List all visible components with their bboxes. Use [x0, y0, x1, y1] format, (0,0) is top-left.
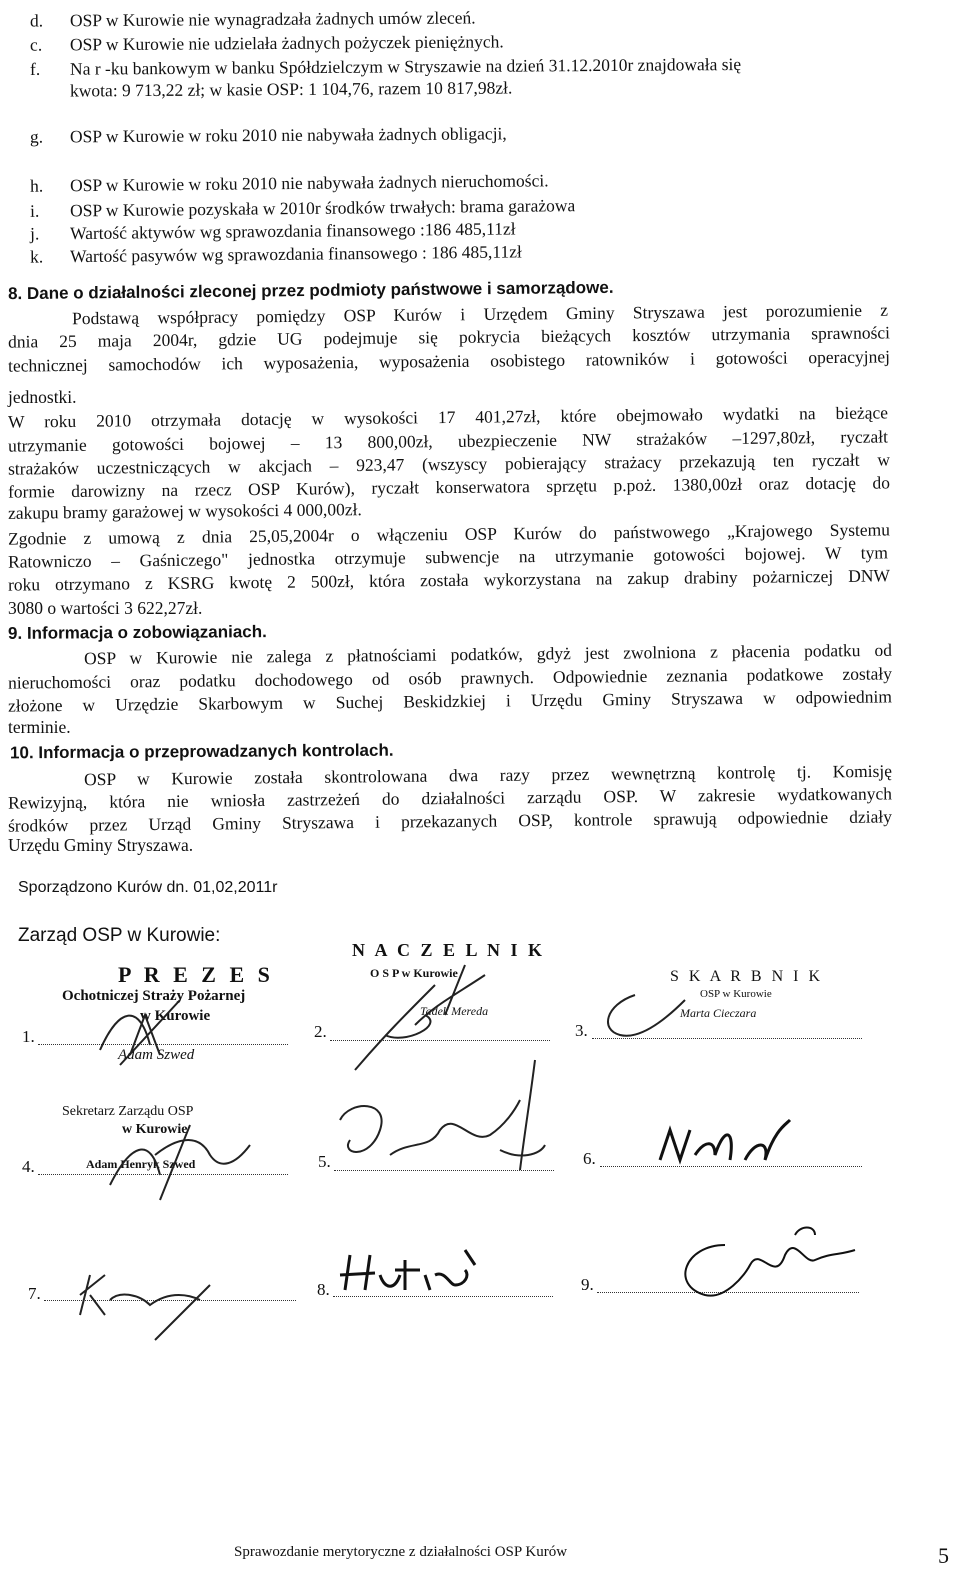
item-text: OSP w Kurowie w roku 2010 nie nabywała żadnych obligacji,: [69, 123, 507, 147]
section-9-line: OSP w Kurowie nie zalega z płatnościami podatków, gdyż jest zwolniona z płacenia podatku od: [83, 639, 893, 669]
section-8-line: utrzymanie gotowości bojowej – 13 800,00zł, ubezpieczenie NW strażaków –1297,80zł, ryczałt: [7, 426, 889, 456]
section-9-heading: 9. Informacja o zobowiązaniach.: [7, 622, 267, 643]
item-d: [30, 6, 476, 31]
item-text: Na r -ku bankowym w banku Spółdzielczym w Stryszawie na dzień 31.12.2010r znajdowała się: [69, 54, 742, 79]
signature-number-8: 8.: [317, 1280, 330, 1299]
item-label: k.: [29, 246, 44, 267]
item-label: h.: [29, 175, 44, 196]
stamp-skarbnik-name: Marta Cieczara: [680, 1006, 757, 1020]
stamp-sekretarz-title: Sekretarz Zarządu OSP: [62, 1104, 194, 1119]
signature-5-icon: [330, 1060, 560, 1185]
item-text: OSP w Kurowie nie wynagradzała żadnych umów zleceń.: [69, 7, 476, 31]
item-label: d.: [29, 10, 44, 31]
section-8-line: strażaków uczestniczących w akcjach – 923,47 (wszyscy pobierający strażacy przekazują ten ryczałt w: [7, 449, 891, 479]
signature-6-icon: [655, 1120, 795, 1175]
section-10-heading: 10. Informacja o przeprowadzanych kontrolach.: [9, 740, 394, 763]
item-text: kwota: 9 713,22 zł; w kasie OSP: 1 104,76, razem 10 817,98zł.: [69, 77, 513, 101]
section-8-line: Podstawą współpracy pomiędzy OSP Kurów i Urzędem Gminy Stryszawa jest porozumienie z: [71, 299, 889, 329]
signature-number-2: 2.: [314, 1022, 327, 1041]
signature-4-icon: [90, 1115, 260, 1205]
section-10-line: środków przez Urząd Gminy Stryszawa i przekazanych OSP, kontrole sprawują odpowiednie działy: [7, 806, 893, 836]
item-label: f.: [29, 58, 41, 79]
item-text: Wartość aktywów wg sprawozdania finansowego :186 485,11zł: [69, 218, 516, 244]
stamp-prezes-unit: Ochotniczej Straży Pożarnej: [62, 988, 246, 1004]
footer-text: Sprawozdanie merytoryczne z działalności OSP Kurów: [234, 1544, 568, 1560]
stamp-naczelnik-title: N A C Z E L N I K: [352, 940, 546, 960]
section-8-line: formie darowizny na rzecz OSP Kurów), ryczałt konserwatora sprzętu p.poż. 1380,00zł oraz dotację do: [7, 472, 891, 502]
signature-number-5: 5.: [318, 1152, 331, 1171]
board-title: Zarząd OSP w Kurowie:: [18, 925, 221, 946]
stamp-prezes-place: w Kurowie: [140, 1008, 211, 1024]
item-text: OSP w Kurowie w roku 2010 nie nabywała żadnych nieruchomości.: [69, 170, 549, 196]
section-8-line: W roku 2010 otrzymała dotację w wysokości 17 401,27zł, które obejmowało wydatki na bieżące: [7, 402, 889, 432]
item-label: i.: [29, 200, 40, 221]
signature-number-7: 7.: [28, 1284, 41, 1303]
stamp-naczelnik-unit: O S P w Kurowie: [370, 966, 458, 980]
item-e: [30, 30, 504, 55]
section-8-line: jednostki.: [8, 387, 77, 407]
item-k: [30, 240, 522, 267]
stamp-prezes-title: P R E Z E S: [118, 962, 274, 987]
stamp-prezes-name: Adam Szwed: [118, 1047, 195, 1063]
stamp-sekretarz-place: w Kurowie: [122, 1122, 188, 1137]
signature-number-6: 6.: [583, 1149, 596, 1168]
section-8-line: zakupu bramy garażowej w wysokości 4 000,00zł.: [7, 499, 362, 523]
stamp-skarbnik-unit: OSP w Kurowie: [700, 988, 772, 1000]
page-number: 5: [938, 1543, 949, 1568]
signature-2-icon: [345, 955, 525, 1075]
signature-1-icon: [90, 995, 210, 1065]
item-h: [30, 169, 549, 196]
item-label: j.: [29, 223, 40, 244]
signature-7-icon: [60, 1265, 240, 1345]
item-g: [30, 122, 507, 147]
item-label: g.: [29, 126, 44, 147]
prepared-date: Sporządzono Kurów dn. 01,02,2011r: [18, 879, 278, 896]
stamp-naczelnik-name: Tadek Mereda: [420, 1004, 489, 1018]
section-8-line: technicznej samochodów ich wyposażenia, wyposażenia osobistego ratowników i gotowości operacyjnej: [7, 346, 891, 376]
signature-3-icon: [595, 990, 715, 1045]
signature-8-icon: [335, 1245, 495, 1305]
signature-9-icon: [665, 1225, 865, 1305]
section-8-heading: 8. Dane o działalności zleconej przez podmioty państwowe i samorządowe.: [7, 277, 614, 304]
signature-number-4: 4.: [22, 1157, 35, 1176]
section-9-line: złożone w Urzędzie Skarbowym w Suchej Beskidzkiej i Urzędu Gminy Stryszawa w odpowiednim: [7, 686, 893, 716]
section-8-line: Ratowniczo – Gaśniczego" jednostka otrzymuje subwencje na utrzymanie gotowości bojowej. W tym: [7, 542, 889, 572]
stamp-skarbnik-title: S K A R B N I K: [670, 968, 824, 985]
item-f: [30, 52, 880, 80]
signature-number-9: 9.: [581, 1275, 594, 1294]
section-8-line: roku otrzymano z KSRG kwotę 2 500zł, która została wykorzystana na zakup drabiny pożarniczej DNW: [7, 565, 891, 595]
item-f-continued: [70, 76, 512, 101]
item-label: c.: [29, 34, 43, 55]
section-8-line: Zgodnie z umową z dnia 25,05,2004r o włączeniu OSP Kurów do państwowego „Krajowego Systemu: [7, 519, 891, 549]
section-10-line: Rewizyjną, która nie wniosła zastrzeżeń do działalności zarządu OSP. W zakresie wydatkowanych: [7, 783, 893, 813]
section-10-line: Urzędu Gminy Stryszawa.: [8, 835, 194, 855]
section-9-line: terminie.: [8, 717, 71, 737]
section-10-line: OSP w Kurowie została skontrolowana dwa razy przez wewnętrzną kontrolę tj. Komisję: [83, 760, 893, 790]
signature-number-3: 3.: [575, 1021, 588, 1040]
section-9-line: nieruchomości oraz podatku dochodowego od osób prawnych. Odpowiednie zeznania podatkowe zostały: [7, 663, 893, 693]
item-text: OSP w Kurowie nie udzielała żadnych pożyczek pieniężnych.: [69, 31, 504, 55]
item-text: Wartość pasywów wg sprawozdania finansowego : 186 485,11zł: [69, 241, 522, 267]
section-8-line: dnia 25 maja 2004r, gdzie UG podejmuje się pokrycia bieżących kosztów utrzymania sprawności: [7, 322, 891, 352]
section-8-line: 3080 o wartości 3 622,27zł.: [8, 598, 203, 618]
stamp-sekretarz-name: Adam Henryk Szwed: [86, 1157, 196, 1171]
item-text: OSP w Kurowie pozyskała w 2010r środków trwałych: brama garażowa: [69, 195, 576, 221]
signature-number-1: 1.: [22, 1027, 35, 1046]
